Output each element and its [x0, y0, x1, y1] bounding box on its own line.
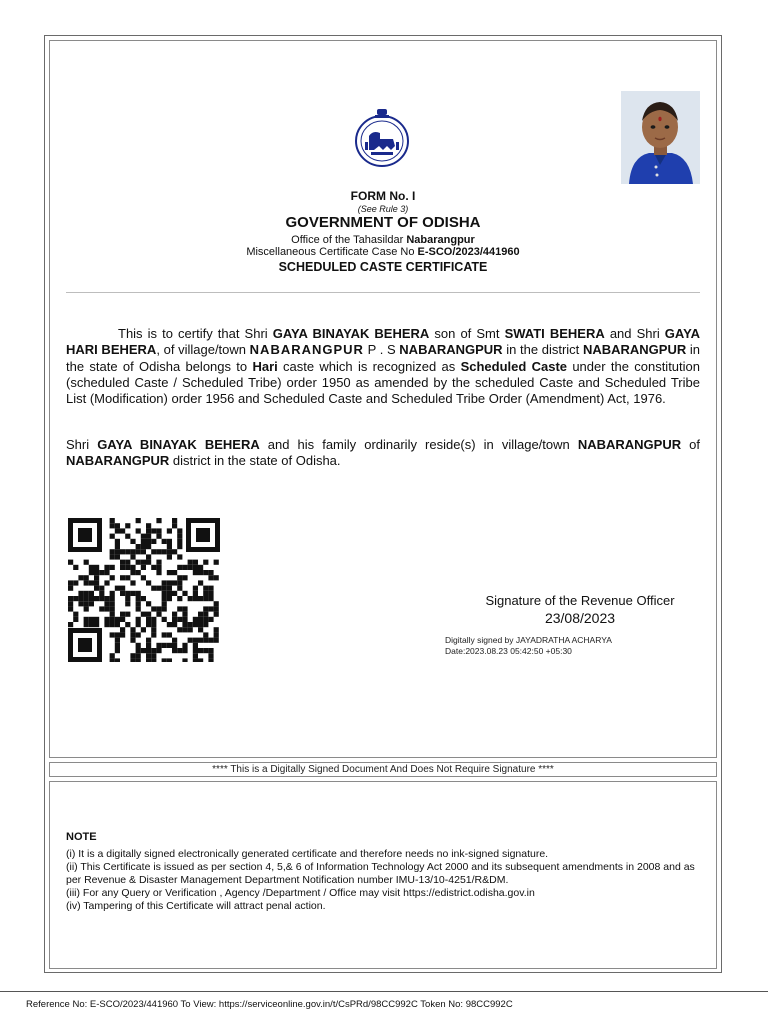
case-number-line: Miscellaneous Certificate Case No E-SCO/2023/441960 — [246, 246, 520, 258]
mother-name: SWATI BEHERA — [504, 326, 605, 341]
footer-divider — [0, 991, 768, 992]
digital-signature-stamp — [445, 635, 612, 657]
note-item: (ii) This Certificate is issued as per section 4, 5,& 6 of Information Technology Act 2000 and its subsequent amendments in 2008 and as per Revenue & Disaster Management Department Notification number IMU-13/10-4251/R&DM. — [66, 861, 695, 886]
issuing-office: Office of the Tahasildar Nabarangpur — [291, 234, 475, 246]
digital-signature-banner: **** This is a Digitally Signed Document And Does Not Require Signature **** — [49, 762, 717, 777]
reference-footer: Reference No: E-SCO/2023/441960 To View: https://serviceonline.gov.in/t/CsPRd/98CC992C Token No: 98CC992C — [26, 999, 513, 1010]
digital-signer: Digitally signed by JAYADRATHA ACHARYA — [445, 635, 612, 645]
form-number: FORM No. I — [350, 189, 416, 203]
caste-name: Hari — [252, 358, 278, 374]
police-station: NABARANGPUR — [399, 342, 503, 358]
certification-paragraph: This is to certify that Shri GAYA BINAYAK BEHERA son of Smt SWATI BEHERA and Shri GAYA HARI BEHERA, of village/town NABARANGPUR P . S NABARANGPUR in the district NABARANGPUR in the state of Odisha belongs to Hari caste which is recognized as Scheduled Caste under the constitution (scheduled Caste / Scheduled Tribe) order 1950 as amended by the scheduled Caste and Scheduled Tribe List (Modification) order 1956 and Scheduled Caste and Scheduled Tribe Order (Amendment) Act, 1976. — [66, 326, 701, 407]
signature-title: Signature of the Revenue Officer — [485, 593, 675, 608]
district-name: NABARANGPUR — [582, 342, 687, 358]
signature-date: 23/08/2023 — [544, 610, 616, 626]
header-divider — [66, 292, 700, 293]
residence-paragraph: Shri GAYA BINAYAK BEHERA and his family ordinarily reside(s) in village/town NABARANGPUR of NABARANGPUR district in the state of Odisha. — [66, 437, 700, 469]
note-list — [66, 848, 706, 913]
resident-name: GAYA BINAYAK BEHERA — [97, 437, 260, 452]
digital-sign-date: Date:2023.08.23 05:42:50 +05:30 — [445, 646, 572, 656]
father-name: GAYA HARI BEHERA — [66, 326, 700, 358]
office-location: Nabarangpur — [406, 234, 475, 246]
note-item: (iii) For any Query or Verification , Agency /Department / Office may visit https://edistrict.odisha.gov.in — [66, 887, 535, 899]
rule-reference: (See Rule 3) — [357, 204, 409, 214]
applicant-name: GAYA BINAYAK BEHERA — [272, 326, 430, 341]
verification-qr-code — [68, 518, 220, 662]
note-heading: NOTE — [66, 831, 97, 843]
note-item: (i) It is a digitally signed electronically generated certificate and therefore needs no ink-signed signature. — [66, 848, 549, 860]
certificate-title: SCHEDULED CASTE CERTIFICATE — [278, 260, 488, 274]
residence-village: NABARANGPUR — [577, 437, 682, 452]
caste-category: Scheduled Caste — [460, 358, 568, 374]
residence-district: NABARANGPUR — [66, 453, 170, 469]
case-number: E-SCO/2023/441960 — [417, 246, 520, 258]
applicant-photo — [621, 91, 700, 184]
government-title: GOVERNMENT OF ODISHA — [285, 214, 481, 231]
odisha-emblem-logo — [353, 106, 411, 168]
village-name: NABARANGPUR — [249, 342, 364, 358]
note-item: (iv) Tampering of this Certificate will attract penal action. — [66, 900, 326, 912]
